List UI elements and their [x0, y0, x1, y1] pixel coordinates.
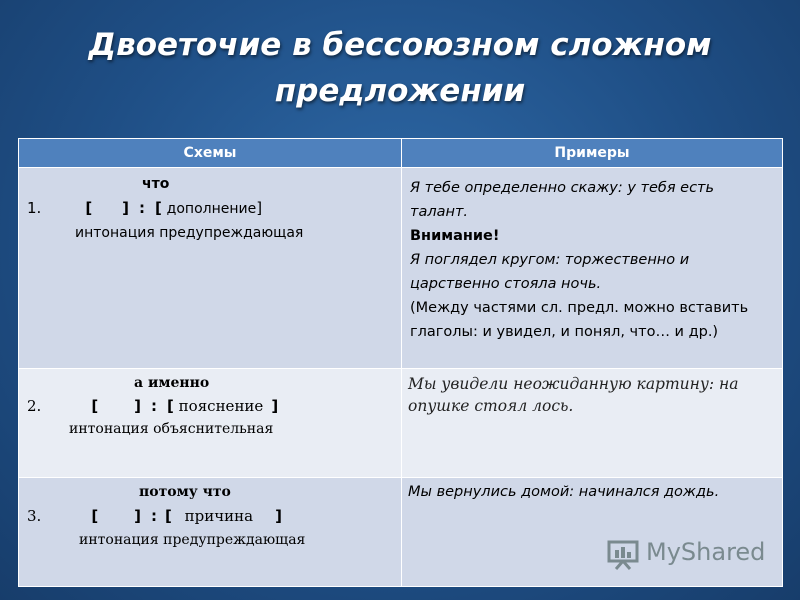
scheme-number: 3.: [27, 507, 42, 525]
presentation-board-icon: [606, 536, 642, 570]
watermark-text: MyShared: [646, 538, 766, 566]
title-line-2: предложении: [274, 73, 526, 109]
scheme-cell-3: [19, 478, 402, 587]
bracket-close-1: ]: [134, 397, 142, 415]
title-line-1: Двоеточие в бессоюзном сложном: [88, 27, 712, 63]
scheme-cell-1: [19, 168, 402, 369]
example-exclamation: Внимание!: [410, 228, 500, 244]
bracket-open-2: [: [167, 397, 174, 415]
header-schemes: Схемы: [19, 139, 402, 168]
bracket-open-1: [: [91, 507, 99, 525]
bracket-close-2: ]: [275, 507, 282, 525]
scheme-cell-2: [19, 369, 402, 478]
scheme-conjunction: что: [142, 176, 170, 192]
scheme-number: 2.: [27, 397, 42, 415]
example-sentence: Я поглядел кругом: торжественно и царственно стояла ночь.: [410, 252, 690, 292]
table-row-1: [19, 168, 783, 369]
scheme-formula: [27, 397, 278, 415]
example-sentence: Я тебе определенно скажу: у тебя есть талант.: [410, 180, 715, 220]
scheme-number: 1.: [27, 199, 42, 217]
clause-content: причина: [184, 507, 254, 525]
bracket-close-2: ]: [271, 397, 279, 415]
bracket-open-1: [: [85, 199, 93, 217]
example-sentence: Мы вернулись домой: начинался дождь.: [408, 484, 720, 500]
bracket-open-2: [: [165, 507, 172, 525]
example-note: (Между частями сл. предл. можно вставить глаголы: и увидел, и понял, что… и др.): [410, 300, 749, 340]
schemes-table: [18, 138, 783, 587]
bracket-close-2: ]: [256, 199, 263, 217]
bracket-open-2: [: [155, 199, 162, 217]
example-cell-2: [402, 369, 783, 478]
table-header-row: [19, 139, 783, 168]
scheme-formula: [27, 507, 282, 525]
scheme-intonation: интонация предупреждающая: [75, 225, 304, 241]
colon-sign: :: [151, 507, 158, 525]
watermark-logo: [606, 536, 776, 572]
colon-sign: :: [139, 199, 146, 217]
bracket-open-1: [: [91, 397, 99, 415]
bracket-close-1: ]: [122, 199, 130, 217]
scheme-intonation: интонация объяснительная: [69, 421, 274, 437]
header-examples: Примеры: [402, 139, 783, 168]
scheme-intonation: интонация предупреждающая: [79, 532, 306, 548]
scheme-conjunction: а именно: [134, 375, 210, 391]
clause-content: пояснение: [178, 397, 264, 415]
clause-content: дополнение: [166, 201, 257, 217]
table-row-2: [19, 369, 783, 478]
bracket-close-1: ]: [134, 507, 142, 525]
scheme-formula: [27, 199, 262, 217]
colon-sign: :: [151, 397, 158, 415]
example-sentence: Мы увидели неожиданную картину: на опушке стоял лось.: [408, 375, 739, 415]
scheme-conjunction: потому что: [139, 484, 231, 500]
slide-title: [40, 22, 760, 114]
example-cell-1: [402, 168, 783, 369]
